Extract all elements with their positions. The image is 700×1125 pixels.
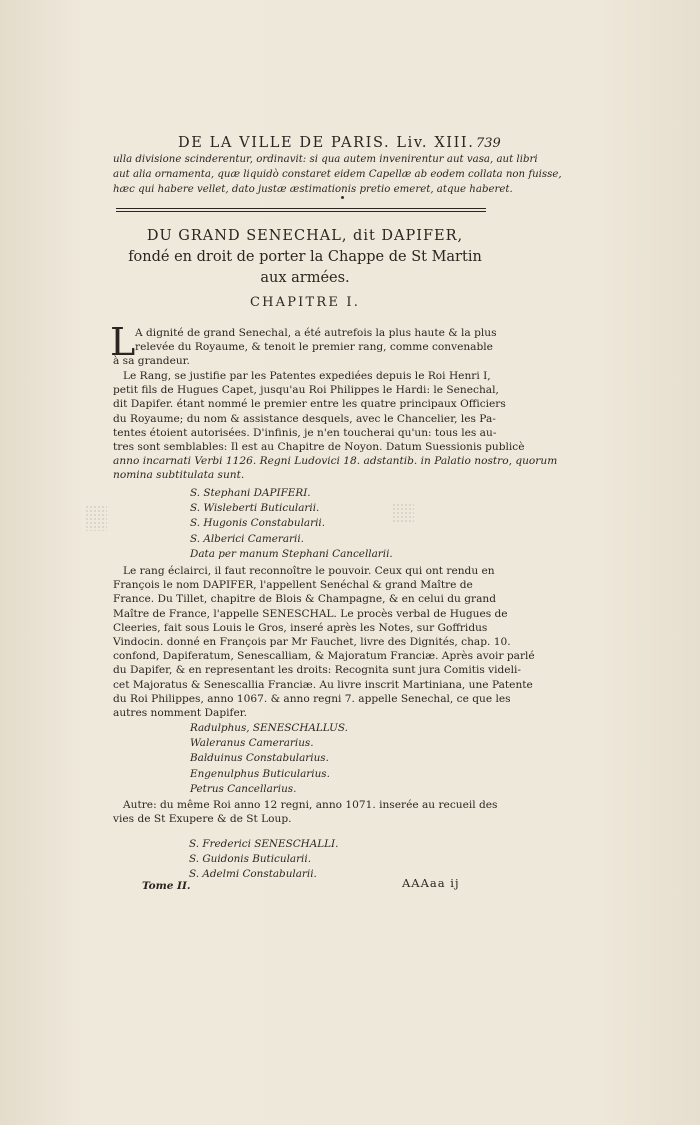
list-item: S. Hugonis Constabularii. bbox=[190, 517, 326, 530]
text-line: Vindocin. donné en François par Mr Fauchet, livre des Dignités, chap. 10. bbox=[113, 636, 511, 649]
text-line: du Royaume; du nom & assistance desquels, avec le Chancelier, les Pa- bbox=[113, 412, 496, 425]
paragraph-3 bbox=[113, 564, 535, 720]
text-line: Maître de France, l'appelle SENESCHAL. Le procès verbal de Hugues de bbox=[113, 607, 508, 620]
continued-latin-text bbox=[113, 152, 562, 197]
signatory-list-2 bbox=[190, 721, 348, 797]
list-item: S. Adelmi Constabularii. bbox=[189, 868, 317, 881]
ink-smudge bbox=[85, 505, 107, 531]
text-line: tres sont semblables: Il est au Chapitre de Noyon. Datum Suessionis publicè bbox=[113, 441, 525, 454]
chapter-heading: CHAPITRE I. bbox=[249, 295, 361, 310]
text-line: Le rang éclairci, il faut reconnoître le pouvoir. Ceux qui ont rendu en bbox=[123, 565, 495, 577]
paragraph-1 bbox=[113, 326, 501, 369]
paragraph-2 bbox=[113, 369, 558, 483]
ornament-dot bbox=[341, 196, 344, 199]
list-item: Balduinus Constabularius. bbox=[190, 752, 329, 765]
ink-smudge bbox=[392, 503, 414, 523]
text-line: anno incarnati Verbi 1126. Regni Ludovici 18. adstantib. in Palatio nostro, quorum bbox=[113, 455, 558, 468]
list-item: S. Wisleberti Buticularii. bbox=[190, 502, 320, 515]
list-item: S. Frederici SENESCHALLI. bbox=[189, 838, 339, 850]
text-line: tentes étoient autorisées. D'infinis, je n'en toucherai qu'un: tous les au- bbox=[113, 426, 497, 439]
text-line: Le Rang, se justifie par les Patentes expediées depuis le Roi Henri I, bbox=[123, 370, 491, 382]
title-line-1: DU GRAND SENECHAL, dit DAPIFER, bbox=[146, 228, 464, 244]
section-rule bbox=[116, 208, 486, 209]
text-line: aut alia ornamenta, quæ liquidò constaret eidem Capellæ ab eodem collata non fuisse, bbox=[113, 169, 562, 180]
text-line: du Dapifer, & en representant les droits: Recognita sunt jura Comitis videli- bbox=[113, 664, 521, 677]
list-item: S. Stephani DAPIFERI. bbox=[190, 487, 311, 499]
list-item: S. Guidonis Buticularii. bbox=[189, 853, 311, 866]
text-line: Autre: du même Roi anno 12 regni, anno 1071. inserée au recueil des bbox=[123, 799, 498, 811]
text-line: François le nom DAPIFER, l'appellent Senéchal & grand Maître de bbox=[113, 579, 473, 592]
signatory-list-3 bbox=[189, 837, 338, 883]
signatory-list-1 bbox=[190, 486, 393, 562]
text-line: cet Majoratus & Senescallia Franciæ. Au livre inscrit Martiniana, une Patente bbox=[113, 678, 533, 691]
list-item: S. Alberici Camerarii. bbox=[190, 532, 304, 545]
text-line: hæc qui habere vellet, dato justæ æstimationis pretio emeret, atque haberet. bbox=[113, 184, 513, 195]
text-line: confond, Dapiferatum, Senescalliam, & Majoratum Franciæ. Après avoir parlé bbox=[113, 650, 535, 663]
text-line: Cleeries, fait sous Louis le Gros, inseré après les Notes, sur Goffridus bbox=[113, 621, 488, 634]
title-line-3: aux armées. bbox=[260, 270, 350, 286]
section-rule-thin bbox=[116, 211, 486, 212]
text-line: France. Du Tillet, chapitre de Blois & Champagne, & en celui du grand bbox=[113, 593, 496, 606]
text-line: ulla divisione scinderentur, ordinavit: si qua autem invenirentur aut vasa, aut libri bbox=[113, 154, 538, 165]
text-line: autres nomment Dapifer. bbox=[113, 707, 247, 720]
text-line: dit Dapifer. étant nommé le premier entre les quatre principaux Officiers bbox=[113, 398, 506, 411]
list-item: Engenulphus Buticularius. bbox=[190, 767, 330, 780]
chapter-title bbox=[110, 226, 500, 289]
list-item: Data per manum Stephani Cancellarii. bbox=[190, 547, 393, 560]
list-item: Petrus Cancellarius. bbox=[190, 782, 297, 795]
signature-mark: AAAaa ij bbox=[402, 876, 460, 890]
volume-label: Tome II. bbox=[142, 880, 191, 892]
title-line-2: fondé en droit de porter la Chappe de St Martin bbox=[128, 249, 482, 265]
list-item: Radulphus, SENESCHALLUS. bbox=[190, 722, 348, 734]
text-line: du Roi Philippes, anno 1067. & anno regni 7. appelle Senechal, ce que les bbox=[113, 692, 511, 705]
text-line: petit fils de Hugues Capet, jusqu'au Roi Philippes le Hardi: le Senechal, bbox=[113, 384, 499, 397]
running-title: DE LA VILLE DE PARIS. Liv. XIII. bbox=[178, 135, 475, 151]
drop-cap: L bbox=[110, 320, 136, 364]
text-line: à sa grandeur. bbox=[113, 355, 190, 368]
text-line: nomina subtitulata sunt. bbox=[113, 469, 245, 482]
text-line: relevée du Royaume, & tenoit le premier rang, comme convenable bbox=[135, 341, 493, 354]
paragraph-4 bbox=[113, 798, 501, 826]
page-number: 739 bbox=[476, 136, 501, 151]
list-item: Waleranus Camerarius. bbox=[190, 737, 314, 750]
text-line: vies de St Exupere & de St Loup. bbox=[113, 813, 292, 826]
text-line: A dignité de grand Senechal, a été autrefois la plus haute & la plus bbox=[135, 327, 497, 339]
